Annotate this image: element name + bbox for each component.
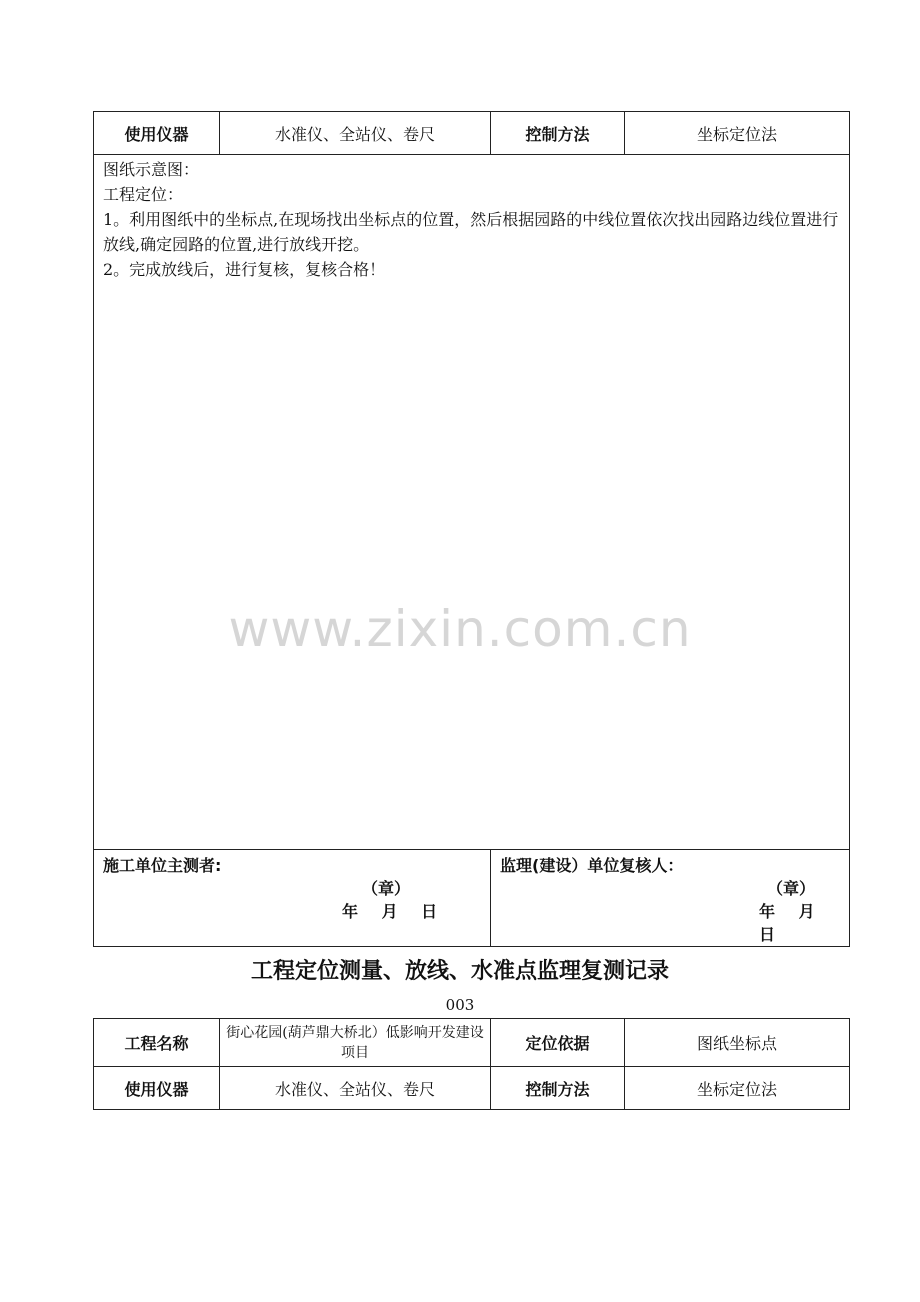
construction-seal-label: （章） [362, 879, 411, 898]
watermark: www.zixin.com.cn [228, 600, 692, 658]
control-method-value: 坐标定位法 [625, 1067, 850, 1110]
step-1-text: 1。利用图纸中的坐标点,在现场找出坐标点的位置，然后根据园路的中线位置依次找出园路边线位置进行放线,确定园路的位置,进行放线开挖。 [103, 210, 839, 254]
description-cell [94, 155, 850, 850]
document-title: 工程定位测量、放线、水准点监理复测记录 [250, 959, 669, 984]
instrument-label: 使用仪器 [94, 1067, 220, 1110]
control-method-label: 控制方法 [491, 1067, 625, 1110]
construction-surveyor-signature [94, 850, 491, 947]
survey-record-header-table [93, 1018, 850, 1110]
instrument-value: 水准仪、全站仪、卷尺 [220, 1067, 491, 1110]
supervisor-seal-label: （章） [767, 879, 816, 898]
document-number: 003 [445, 996, 475, 1014]
construction-surveyor-label: 施工单位主测者: [103, 856, 222, 875]
instrument-label: 使用仪器 [94, 112, 220, 155]
supervisor-label: 监理(建设）单位复核人： [500, 856, 684, 875]
project-name-label: 工程名称 [94, 1019, 220, 1067]
supervisor-signature [491, 850, 850, 947]
positioning-heading: 工程定位： [103, 185, 184, 204]
control-method-value: 坐标定位法 [625, 112, 850, 155]
drawing-sketch-heading: 图纸示意图： [103, 160, 200, 179]
survey-record-table [93, 111, 850, 947]
positioning-basis-label: 定位依据 [491, 1019, 625, 1067]
positioning-basis-value: 图纸坐标点 [625, 1019, 850, 1067]
project-name-value: 街心花园(葫芦鼎大桥北）低影响开发建设项目 [220, 1019, 491, 1067]
control-method-label: 控制方法 [491, 112, 625, 155]
supervisor-date-label: 年 月 日 [759, 902, 839, 944]
instrument-value: 水准仪、全站仪、卷尺 [220, 112, 491, 155]
construction-date-label: 年 月 日 [342, 902, 438, 921]
step-2-text: 2。完成放线后，进行复核，复核合格！ [103, 260, 386, 279]
